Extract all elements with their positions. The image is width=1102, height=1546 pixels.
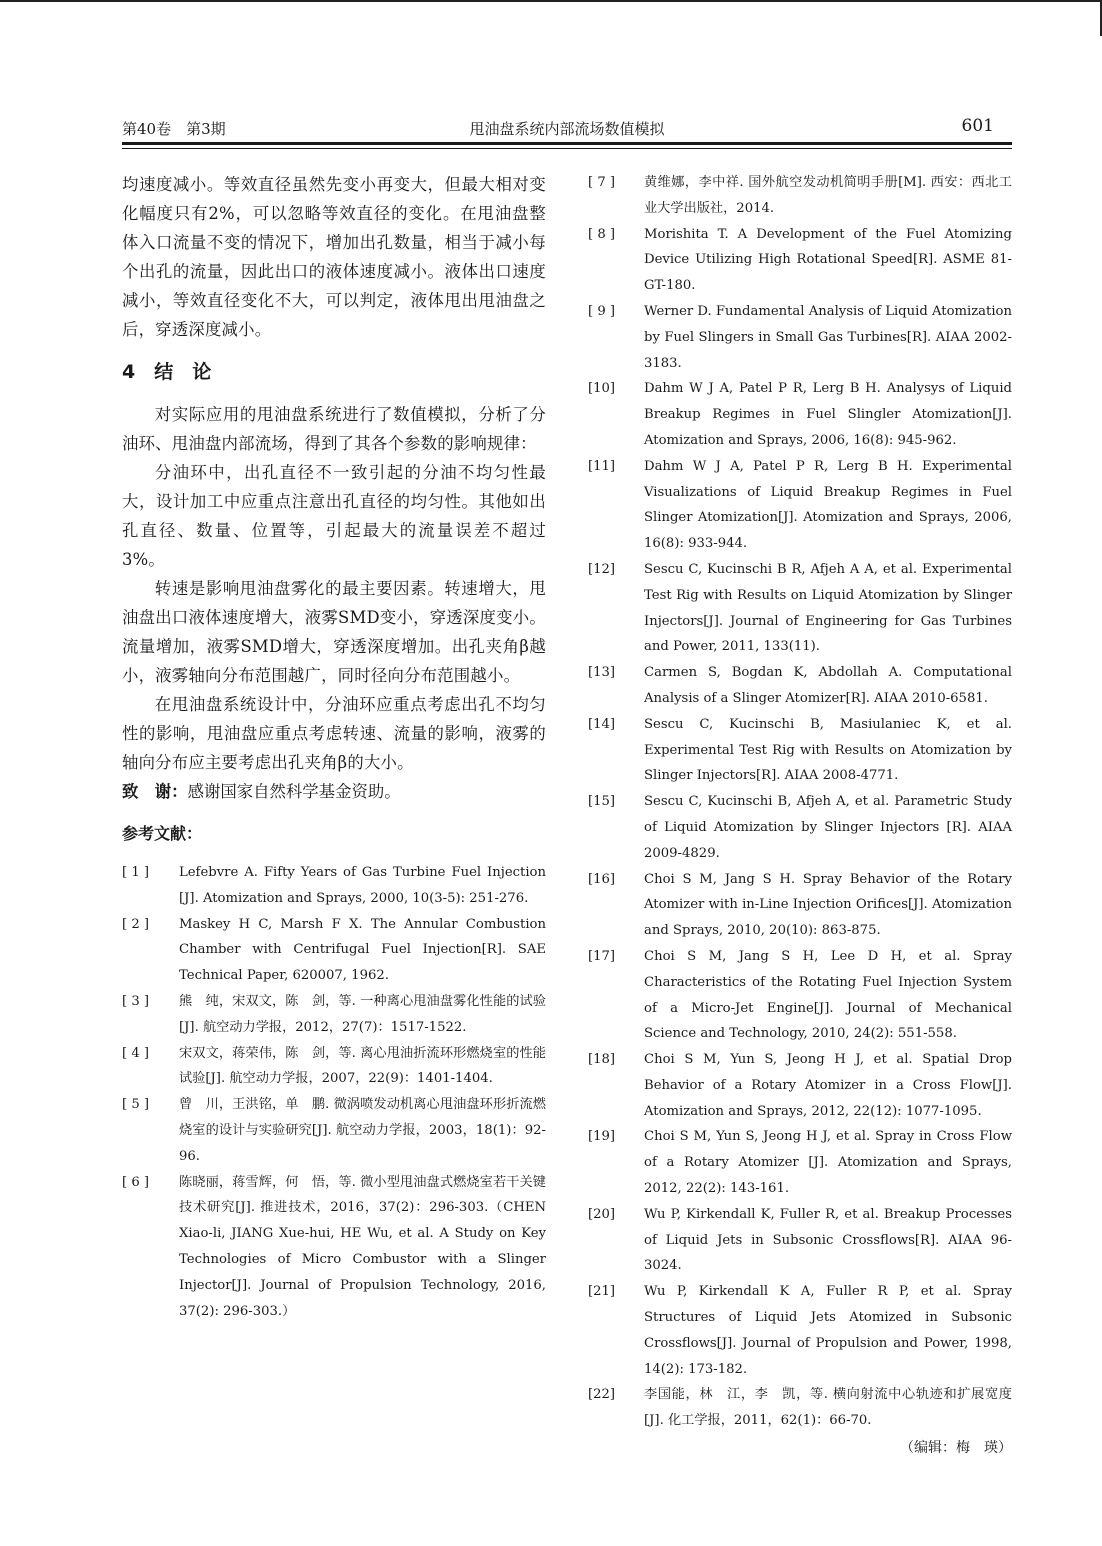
reference-number: [ 7 ] — [588, 175, 616, 190]
reference-number: [20] — [588, 1206, 616, 1222]
reference-number: [ 6 ] — [122, 1174, 150, 1190]
reference-number: [17] — [588, 948, 616, 964]
conclusion-paragraph: 分油环中，出孔直径不一致引起的分油不均匀性最大，设计加工中应重点注意出孔直径的均匀性。其他如出孔直径、数量、位置等，引起最大的流量误差不超过3%。 — [122, 463, 546, 569]
conclusion-paragraph: 对实际应用的甩油盘系统进行了数值模拟，分析了分油环、甩油盘内部流场，得到了其各个参数的影响规律： — [122, 405, 546, 453]
reference-item — [588, 1382, 1012, 1434]
reference-item — [122, 860, 546, 912]
reference-number: [15] — [588, 794, 616, 810]
reference-number: [16] — [588, 871, 616, 887]
reference-text: 熊 纯，宋双文，陈 剑，等. 一种离心甩油盘雾化性能的试验[J]. 航空动力学报，2012，27(7)：1517-1522. — [179, 993, 546, 1035]
reference-text: Sescu C, Kucinschi B, Afjeh A, et al. Parametric Study of Liquid Atomization by Slinger Injectors [R]. AIAA 2009-4829. — [644, 794, 1012, 861]
reference-text: Carmen S, Bogdan K, Abdollah A. Computational Analysis of a Slinger Atomizer[R]. AIAA 2010-6581. — [644, 665, 1012, 706]
reference-number: [ 4 ] — [122, 1045, 150, 1061]
reference-text: Dahm W J A, Patel P R, Lerg B H. Experimental Visualizations of Liquid Breakup Regimes in Fuel Slinger Atomization[J]. Atomization and Sprays, 2006, 16(8): 933-944. — [644, 458, 1012, 552]
editor-note: （编辑：梅 瑛） — [900, 1440, 1012, 1457]
section-heading: 4 结 论 — [122, 361, 212, 383]
reference-text: 李国能，林 江，李 凯，等. 横向射流中心轨迹和扩展宽度[J]. 化工学报，2011，62(1)：66-70. — [644, 1387, 1012, 1429]
reference-number: [19] — [588, 1129, 616, 1145]
reference-list-left — [122, 860, 546, 1324]
reference-item — [588, 867, 1012, 944]
reference-item — [588, 299, 1012, 376]
reference-item — [122, 1170, 546, 1325]
reference-text: Maskey H C, Marsh F X. The Annular Combustion Chamber with Centrifugal Fuel Injection[R]. SAE Technical Paper, 620007, 1962. — [179, 916, 546, 984]
reference-text: Morishita T. A Development of the Fuel Atomizing Device Utilizing High Rotational Speed[R]. ASME 81-GT-180. — [644, 226, 1012, 294]
reference-text: Werner D. Fundamental Analysis of Liquid Atomization by Fuel Slingers in Small Gas Turbines[R]. AIAA 2002-3183. — [644, 303, 1012, 371]
reference-item — [588, 1047, 1012, 1124]
reference-text: Choi S M, Yun S, Jeong H J, et al. Spatial Drop Behavior of a Rotary Atomizer in a Cross Flow[J]. Atomization and Sprays, 2012, 22(12): 1077-1095. — [644, 1052, 1012, 1119]
page-number: 601 — [961, 116, 994, 136]
reference-text: 黄维娜，李中祥. 国外航空发动机简明手册[M]. 西安：西北工业大学出版社，2014. — [644, 175, 1012, 216]
crop-mark-top — [0, 0, 1102, 2]
reference-item — [122, 1041, 546, 1093]
running-title: 甩油盘系统内部流场数值模拟 — [469, 120, 665, 138]
reference-number: [14] — [588, 716, 616, 732]
reference-text: Wu P, Kirkendall K, Fuller R, et al. Breakup Processes of Liquid Jets in Subsonic Crossflows[R]. AIAA 96-3024. — [644, 1206, 1012, 1274]
reference-item — [588, 944, 1012, 1047]
reference-number: [21] — [588, 1284, 616, 1300]
intro-paragraph: 均速度减小。等效直径虽然先变小再变大，但最大相对变化幅度只有2%，可以忽略等效直径的变化。在甩油盘整体入口流量不变的情况下，增加出孔数量，相当于减小每个出孔的流量，因此出口的液体速度减小。液体出口速度减小，等效直径变化不大，可以判定，液体甩出甩油盘之后，穿透深度减小。 — [122, 175, 546, 339]
reference-item — [588, 557, 1012, 660]
reference-item — [588, 789, 1012, 866]
reference-item — [122, 989, 546, 1041]
right-column — [588, 170, 1012, 1460]
reference-text: 曾 川，王洪铭，单 鹏. 微涡喷发动机离心甩油盘环形折流燃烧室的设计与实验研究[J]. 航空动力学报，2003，18(1)：92-96. — [179, 1097, 546, 1164]
reference-number: [18] — [588, 1052, 616, 1068]
reference-item — [588, 1202, 1012, 1279]
reference-number: [ 3 ] — [122, 993, 150, 1009]
reference-item — [588, 1124, 1012, 1201]
reference-item — [588, 660, 1012, 712]
ack-label: 致 谢： — [122, 782, 188, 801]
reference-number: [ 8 ] — [588, 226, 616, 242]
reference-number: [22] — [588, 1387, 616, 1403]
reference-item — [588, 376, 1012, 453]
reference-text: Lefebvre A. Fifty Years of Gas Turbine Fuel Injection [J]. Atomization and Sprays, 2000, 10(3-5): 251-276. — [179, 865, 546, 906]
reference-number: [13] — [588, 665, 616, 681]
reference-text: Choi S M, Yun S, Jeong H J, et al. Spray in Cross Flow of a Rotary Atomizer [J]. Atomization and Sprays, 2012, 22(2): 143-161. — [644, 1129, 1012, 1197]
conclusion-paragraph: 在甩油盘系统设计中，分油环应重点考虑出孔不均匀性的影响，甩油盘应重点考虑转速、流量的影响，液雾的轴向分布应主要考虑出孔夹角β的大小。 — [122, 695, 546, 772]
acknowledgement — [122, 777, 546, 806]
reference-text: Wu P, Kirkendall K A, Fuller R P, et al. Spray Structures of Liquid Jets Atomized in Subsonic Crossflows[J]. Journal of Propulsion and Power, 1998, 14(2): 173-182. — [644, 1284, 1012, 1377]
reference-item — [588, 170, 1012, 222]
reference-number: [ 1 ] — [122, 865, 150, 880]
reference-item — [588, 222, 1012, 299]
reference-text: Dahm W J A, Patel P R, Lerg B H. Analysys of Liquid Breakup Regimes in Fuel Slingler Atomization[J]. Atomization and Sprays, 2006, 16(8): 945-962. — [644, 381, 1012, 448]
conclusion-paragraph: 转速是影响甩油盘雾化的最主要因素。转速增大，甩油盘出口液体速度增大，液雾SMD变小，穿透深度变小。流量增加，液雾SMD增大，穿透深度增加。出孔夹角β越小，液雾轴向分布范围越广，同时径向分布范围越小。 — [122, 579, 546, 685]
volume-issue: 第40卷 第3期 — [122, 120, 226, 138]
reference-item — [588, 454, 1012, 557]
reference-number: [ 9 ] — [588, 303, 616, 319]
reference-text: Sescu C, Kucinschi B, Masiulaniec K, et al. Experimental Test Rig with Results on Atomization by Slinger Injectors[R]. AIAA 2008-4771. — [644, 716, 1012, 784]
reference-number: [11] — [588, 458, 616, 474]
reference-item — [122, 912, 546, 989]
reference-item — [122, 1092, 546, 1169]
reference-item — [588, 1279, 1012, 1382]
reference-text: Sescu C, Kucinschi B R, Afjeh A A, et al. Experimental Test Rig with Results on Liquid Atomization by Slinger Injectors[J]. Journal of Engineering for Gas Turbines and Power, 2011, 133(11). — [644, 561, 1012, 655]
reference-text: Choi S M, Jang S H, Lee D H, et al. Spray Characteristics of the Rotating Fuel Injection System of a Micro-Jet Engine[J]. Journal of Mechanical Science and Technology, 2010, 24(2): 551-558. — [644, 948, 1012, 1042]
reference-text: 陈晓丽，蒋雪辉，何 悟，等. 微小型甩油盘式燃烧室若干关键技术研究[J]. 推进技术，2016，37(2)：296-303.（CHEN Xiao-li, JIANG Xue-hui, HE Wu, et al. A Study on Key Technologies of Micro Combustor with a Slinger Injector[J]. Journal of Propulsion Technology, 2016, 37(2): 296-303.） — [179, 1174, 546, 1319]
reference-item — [588, 712, 1012, 789]
left-column — [122, 170, 546, 1324]
reference-number: [ 5 ] — [122, 1097, 150, 1113]
reference-number: [10] — [588, 381, 616, 397]
ack-text: 感谢国家自然科学基金资助。 — [187, 782, 401, 801]
reference-text: Choi S M, Jang S H. Spray Behavior of the Rotary Atomizer with in-Line Injection Orifices[J]. Atomization and Sprays, 2010, 20(10): 863-875. — [644, 871, 1012, 939]
header-rule-thick — [122, 142, 1012, 145]
references-heading: 参考文献： — [122, 824, 203, 843]
reference-text: 宋双文，蒋荣伟，陈 剑，等. 离心甩油折流环形燃烧室的性能试验[J]. 航空动力学报，2007，22(9)：1401-1404. — [179, 1045, 546, 1087]
reference-number: [ 2 ] — [122, 916, 150, 932]
reference-number: [12] — [588, 561, 616, 577]
reference-list-right — [588, 170, 1012, 1434]
header-rule-thin — [122, 148, 1012, 149]
